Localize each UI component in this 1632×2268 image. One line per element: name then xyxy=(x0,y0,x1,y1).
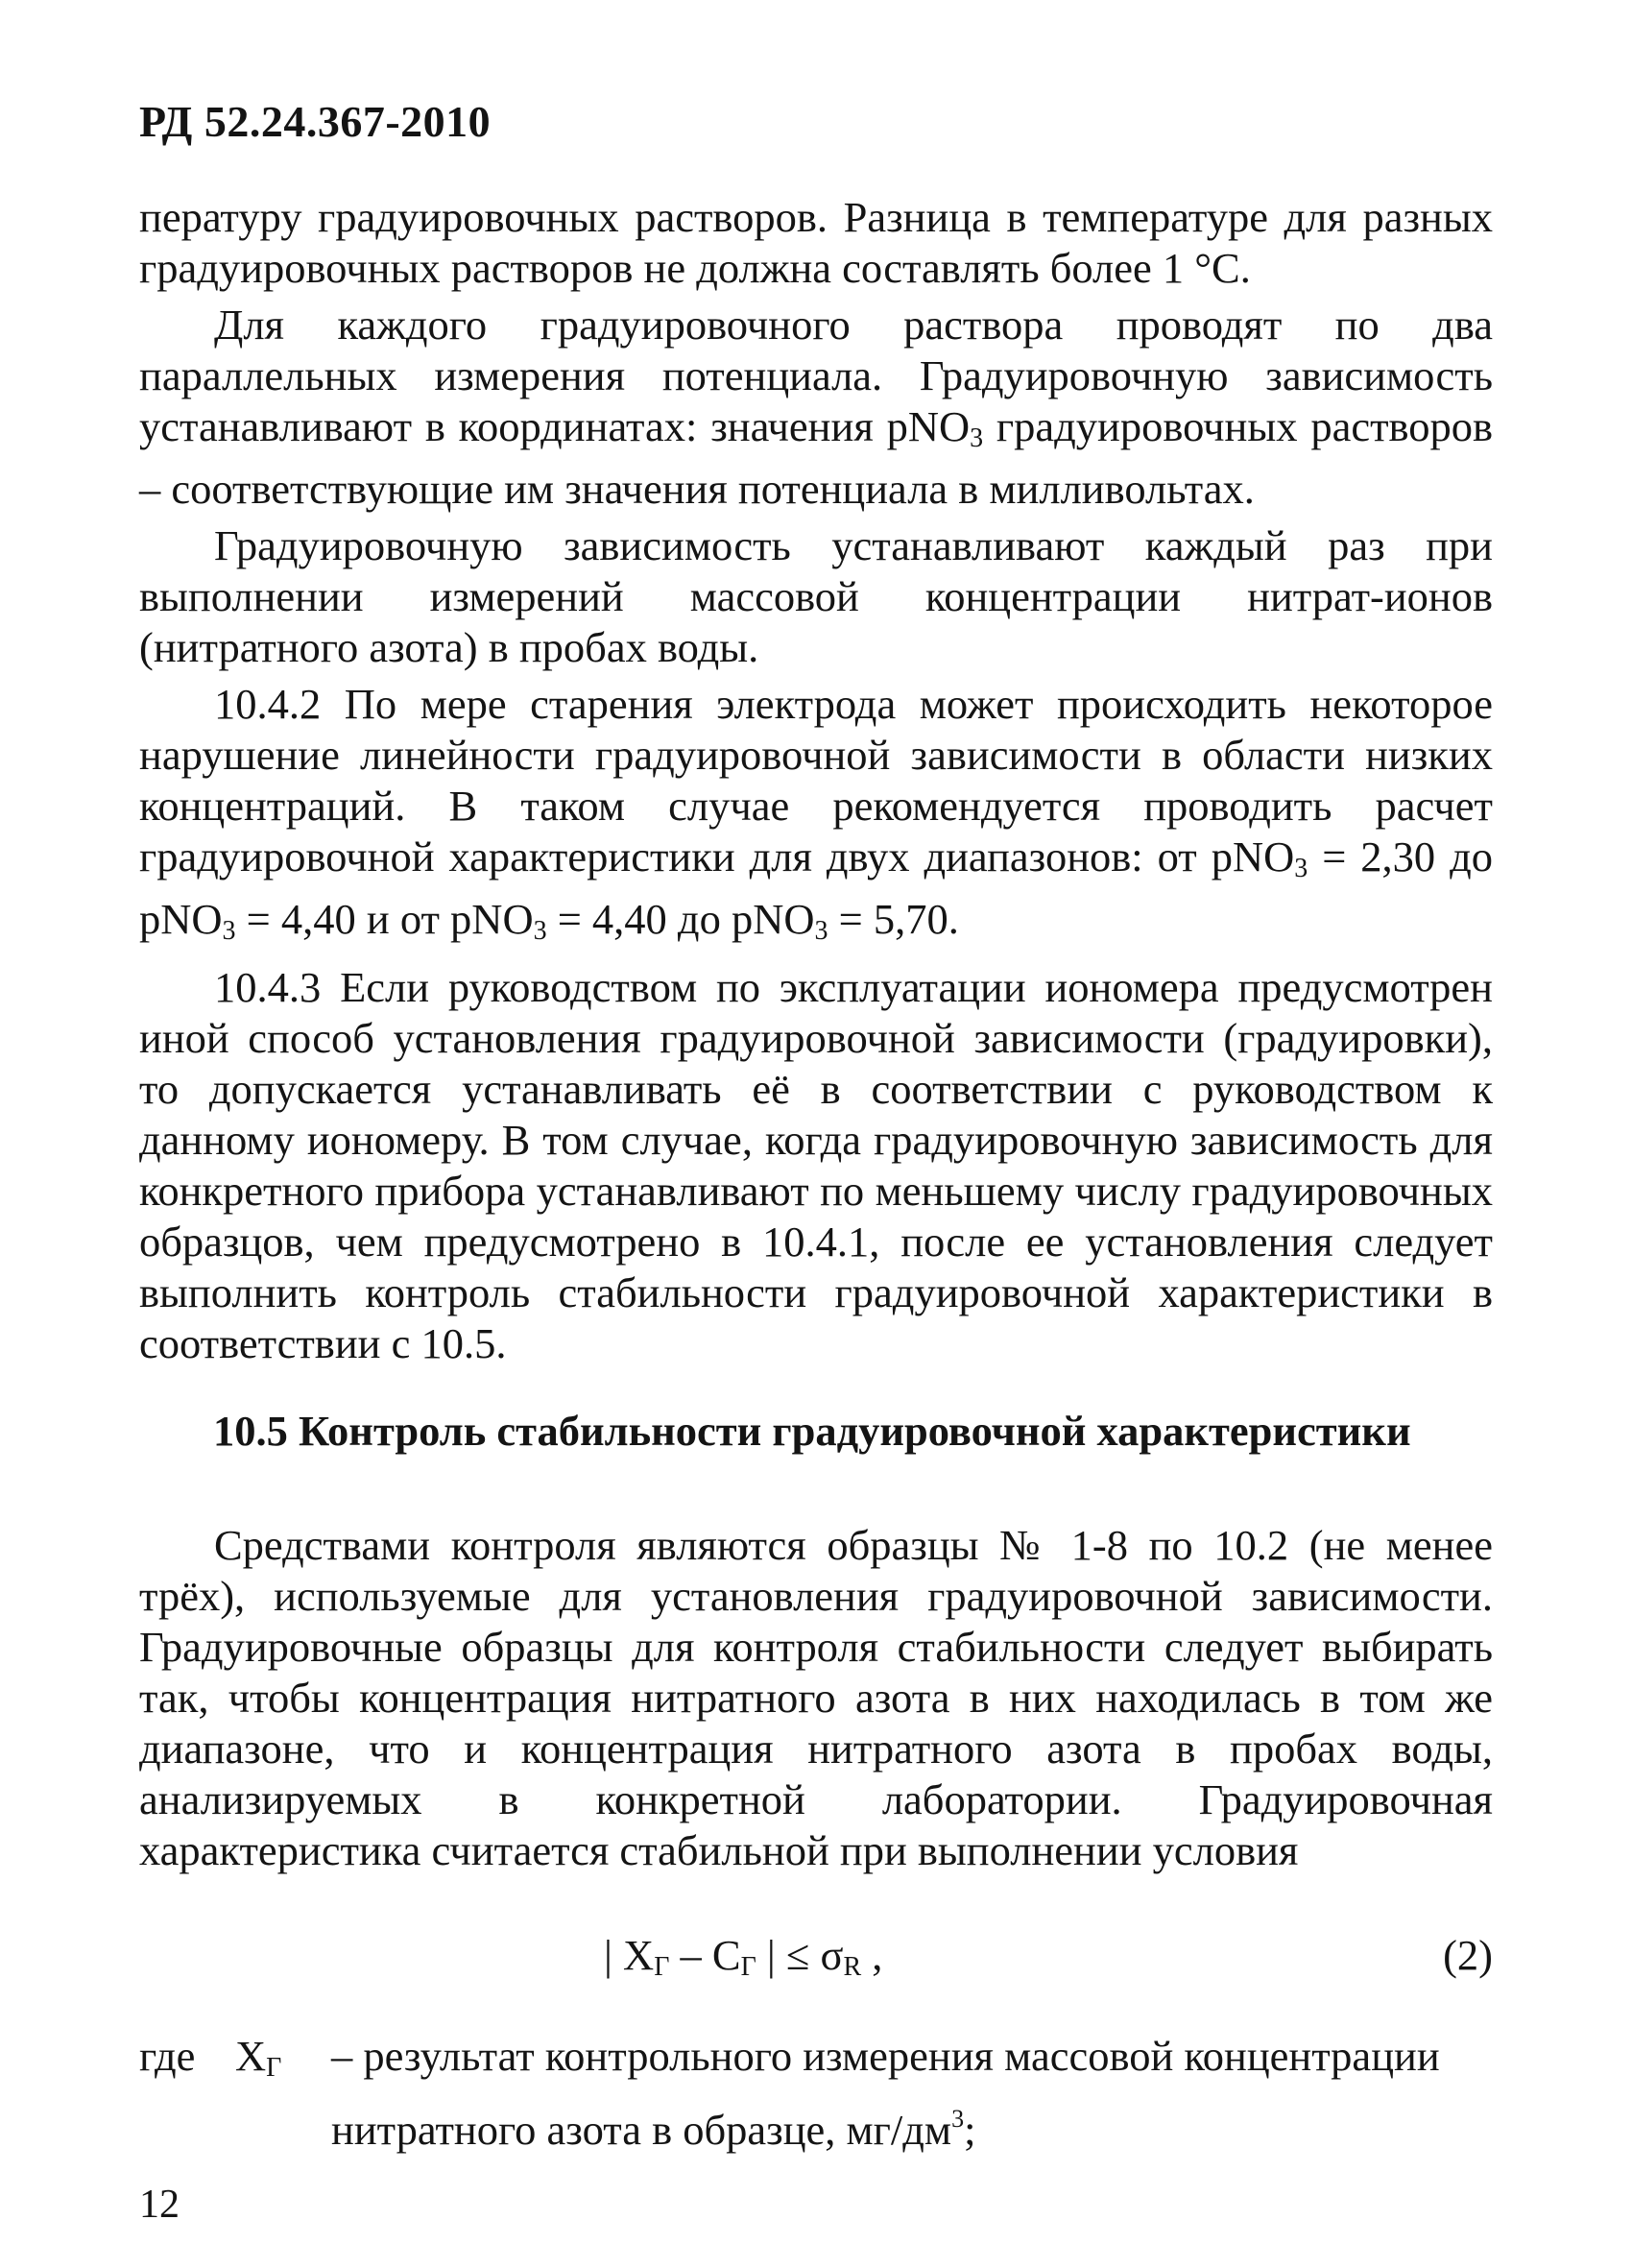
paragraph-10-4-2: 10.4.2 По мере старения электрода может происходить некоторое нарушение линейности градуировочной зависимости в области низких концентраций. В таком случае рекомендуется проводить расчет градуировочной характеристики для двух диапазонов: от pNO$_3$ = 2,30 до pNO$_3$ = 4,40 и от pNO$_3$ = 4,40 до pNO$_3$ = 5,70. xyxy=(139,680,1493,946)
formula-row xyxy=(139,1930,1493,1988)
formula-minus: – xyxy=(680,1931,702,1979)
where-definition: – результат контрольного измерения массовой концентрации xyxy=(331,2032,1440,2080)
abs-bar-left: | xyxy=(604,1931,612,1979)
where-block xyxy=(139,2031,1493,2156)
formula-expression xyxy=(604,1930,882,1983)
formula-number: (2) xyxy=(1443,1931,1493,1979)
formula-c: С xyxy=(711,1931,741,1979)
paragraph-10-4-3: 10.4.3 Если руководством по эксплуатации иономера предусмотрен иной способ установления градуировочной зависимости (градуировки), то допускается устанавливать её в соответствии с руководством к данному иономеру. В том случае, когда градуировочную зависимость для конкретного прибора устанавливают по меньшему числу градуировочных образцов, чем предусмотрено в 10.4.1, после ее установления следует выполнить контроль стабильности градуировочной характеристики в соответствии с 10.5. xyxy=(139,963,1493,1367)
paragraph-3: Градуировочную зависимость устанавливают каждый раз при выполнении измерений массовой концентрации нитрат-ионов (нитратного азота) в пробах воды. xyxy=(139,521,1493,671)
formula-le: ≤ xyxy=(785,1931,810,1979)
where-row xyxy=(139,2031,1493,2093)
formula-x: X xyxy=(623,1931,655,1979)
document-code-header: РД 52.24.367-2010 xyxy=(139,97,492,146)
formula-sigma: σ xyxy=(820,1931,844,1979)
where-label: где xyxy=(139,2032,196,2080)
formula-c-subscript: Г xyxy=(740,1952,756,1982)
paragraph-1: пературу градуировочных растворов. Разница в температуре для разных градуировочных растворов не должна составлять более 1 °С. xyxy=(139,193,1493,292)
where-continuation: нитратного азота в образце, $мг/дм^3$; xyxy=(331,2105,976,2154)
formula-comma: , xyxy=(872,1931,883,1979)
section-body xyxy=(139,1520,1493,1882)
formula-sigma-subscript: R xyxy=(843,1952,862,1982)
paragraph-2: Для каждого градуировочного раствора проводят по два параллельных измерения потенциала. Градуировочную зависимость устанавливают в координатах: значения pNO$_3$ градуировочных растворов – соответствующие им значения потенциала в милливольтах. xyxy=(139,301,1493,513)
formula-x-subscript: Г xyxy=(654,1952,670,1982)
body-text xyxy=(139,192,1493,1375)
page-number: 12 xyxy=(139,2183,180,2227)
abs-bar-right: | xyxy=(766,1931,776,1979)
section-heading: 10.5 Контроль стабильности градуировочной характеристики xyxy=(213,1407,1411,1455)
section-paragraph: Средствами контроля являются образцы № 1-8 по 10.2 (не менее трёх), используемые для установления градуировочной зависимости. Градуировочные образцы для контроля стабильности следует выбирать так, чтобы концентрация нитратного азота в них находилась в том же диапазоне, что и концентрация нитратного азота в пробах воды, анализируемых в конкретной лаборатории. Градуировочная характеристика считается стабильной при выполнении условия xyxy=(139,1521,1493,1874)
where-symbol: $X_Г$ xyxy=(235,2032,282,2083)
